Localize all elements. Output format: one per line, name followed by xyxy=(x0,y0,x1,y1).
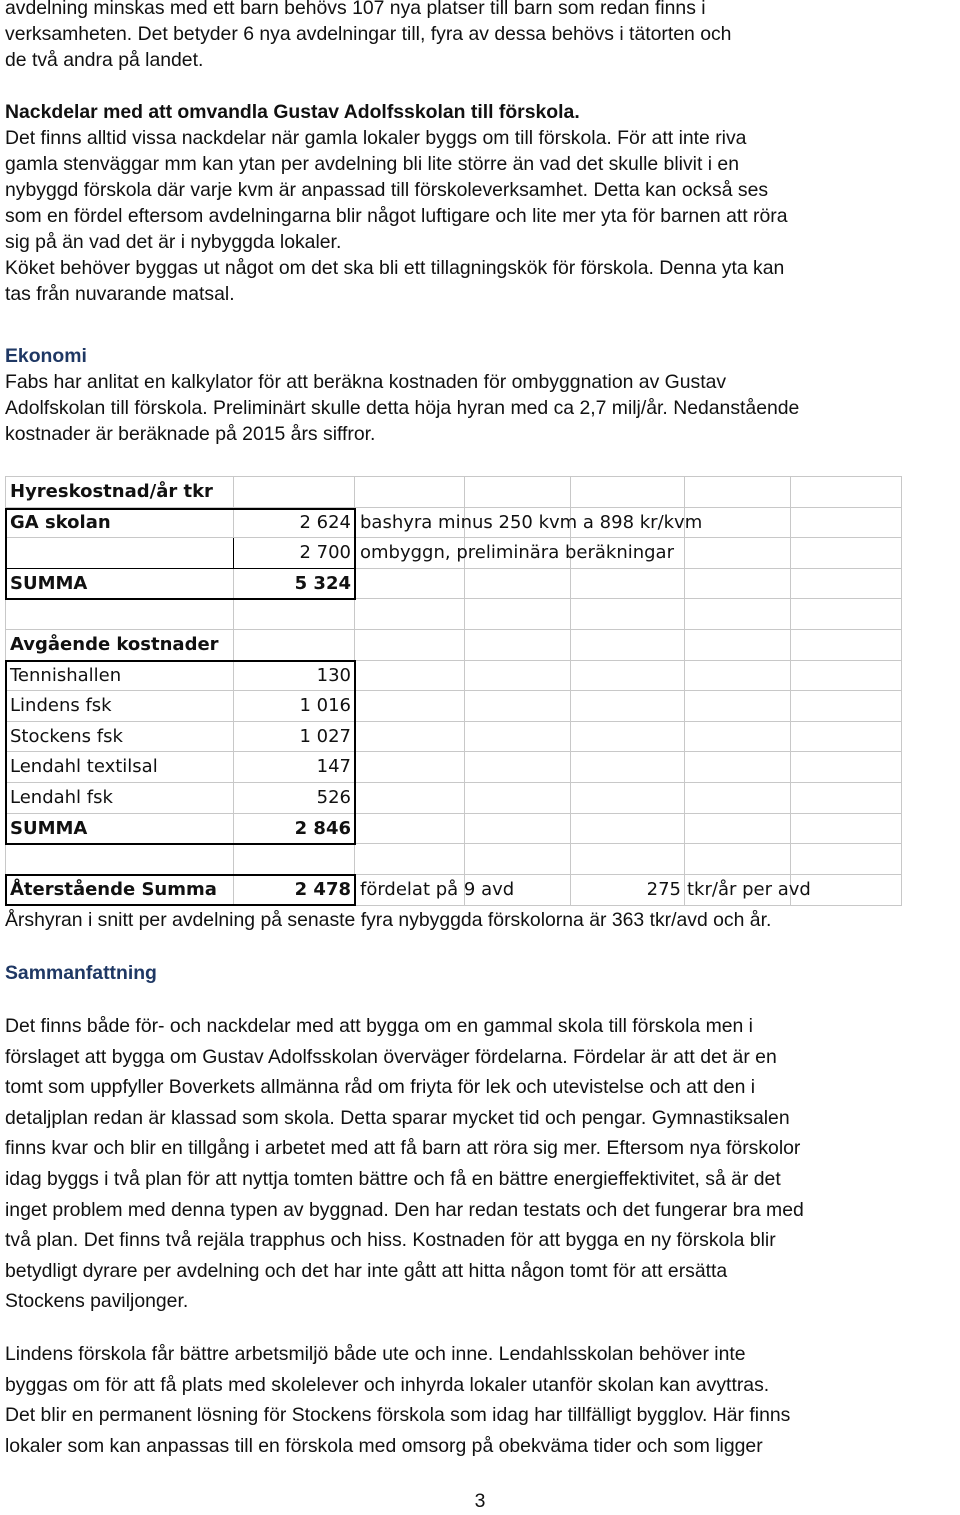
nackdelar-section xyxy=(5,99,955,307)
section-heading: Sammanfattning xyxy=(5,962,157,984)
text-line: Adolfskolan till förskola. Preliminärt skulle detta höja hyran med ca 2,7 milj/år. Nedanstående xyxy=(5,397,800,419)
section-heading: Ekonomi xyxy=(5,345,87,367)
table-row-label: Lendahl fsk xyxy=(10,787,113,808)
intro-paragraph xyxy=(5,0,955,73)
sammanfattning-heading-block xyxy=(5,958,955,989)
text-line: de två andra på landet. xyxy=(5,49,204,71)
per-avd-value: 275 xyxy=(646,879,681,900)
avgaende-heading: Avgående kostnader xyxy=(10,634,219,655)
text-line: sig på än vad det är i nybyggda lokaler. xyxy=(5,231,342,253)
text-line: avdelning minskas med ett barn behövs 107 nya platser till barn som redan finns i xyxy=(5,0,706,19)
text-line: Det blir en permanent lösning för Stockens förskola som idag har tillfälligt bygglov. Här finns xyxy=(5,1404,791,1427)
text-line: Fabs har anlitat en kalkylator för att beräkna kostnaden för ombyggnation av Gustav xyxy=(5,371,727,393)
text-line: Köket behöver byggas ut något om det ska bli ett tillagningskök för förskola. Denna yta kan xyxy=(5,257,785,279)
text-line: Det finns alltid vissa nackdelar när gamla lokaler byggs om till förskola. För att inte riva xyxy=(5,127,747,149)
table-row-value: 526 xyxy=(316,787,351,808)
sammanfattning-paragraph-2 xyxy=(5,1339,955,1461)
text-line: som en fördel eftersom avdelningarna blir något luftigare och lite mer yta för barnen att röra xyxy=(5,205,788,227)
text-line: Årshyran i snitt per avdelning på senaste fyra nybyggda förskolorna är 363 tkr/avd och år. xyxy=(5,909,772,931)
text-line: finns kvar och blir en tillgång i arbetet med att få barn att röra sig mer. Eftersom nya förskolor xyxy=(5,1137,801,1160)
summa-label: SUMMA xyxy=(10,573,88,594)
table-row-value: 1 016 xyxy=(299,695,351,716)
table-row-label: Lendahl textilsal xyxy=(10,756,158,777)
text-line: nybyggd förskola där varje kvm är anpassad till förskoleverksamhet. Detta kan också ses xyxy=(5,179,769,201)
ekonomi-section xyxy=(5,343,955,447)
text-line: detaljplan redan är klassad som skola. Detta sparar mycket tid och pengar. Gymnastiksalen xyxy=(5,1106,790,1129)
ga-skolan-note: bashyra minus 250 kvm a 898 kr/kvm xyxy=(360,512,703,533)
ombyggn-note: ombyggn, preliminära beräkningar xyxy=(360,542,674,563)
text-line: Lindens förskola får bättre arbetsmiljö både ute och inne. Lendahlsskolan behöver inte xyxy=(5,1343,746,1365)
table-title: Hyreskostnad/år tkr xyxy=(10,481,213,502)
aterstaende-value: 2 478 xyxy=(294,879,351,900)
sammanfattning-paragraph-1 xyxy=(5,1011,955,1317)
text-line: kostnader är beräknade på 2015 års siffror. xyxy=(5,423,376,445)
table-row-value: 1 027 xyxy=(299,726,351,747)
text-line: inget problem med denna typen av byggnad. Den har redan testats och det fungerar bra med xyxy=(5,1198,804,1221)
per-avd-note: tkr/år per avd xyxy=(687,879,811,900)
ga-skolan-value: 2 624 xyxy=(299,512,351,533)
section-heading: Nackdelar med att omvandla Gustav Adolfsskolan till förskola. xyxy=(5,101,580,123)
summa-value: 2 846 xyxy=(294,818,351,839)
ga-skolan-label: GA skolan xyxy=(10,512,111,533)
text-line: Stockens paviljonger. xyxy=(5,1290,189,1313)
text-line: tas från nuvarande matsal. xyxy=(5,283,235,305)
text-line: gamla stenväggar mm kan ytan per avdelning bli lite större än vad det skulle blivit i en xyxy=(5,153,739,175)
page-number: 3 xyxy=(474,1490,486,1512)
table-row-label: Stockens fsk xyxy=(10,726,123,747)
aterstaende-label: Återstående Summa xyxy=(10,879,217,900)
text-line: förslaget att bygga om Gustav Adolfsskolan överväger fördelarna. Fördelar är att det är en xyxy=(5,1045,777,1068)
cost-table xyxy=(5,476,903,906)
table-row-label: Tennishallen xyxy=(10,665,122,686)
ombyggn-value: 2 700 xyxy=(299,542,351,563)
text-line: idag byggs i två plan för att nyttja tomten bättre och få en bättre energieffektivitet, så är det xyxy=(5,1167,781,1190)
arshyra-line xyxy=(5,907,955,933)
text-line: lokaler som kan anpassas till en förskola med omsorg på obekväma tider och som ligger xyxy=(5,1434,763,1457)
text-line: Det finns både för- och nackdelar med att bygga om en gammal skola till förskola men i xyxy=(5,1015,753,1037)
text-line: två plan. Det finns två rejäla trapphus och hiss. Kostnaden för att bygga en ny förskola blir xyxy=(5,1229,776,1252)
aterstaende-note: fördelat på 9 avd xyxy=(360,879,515,900)
summa-label: SUMMA xyxy=(10,818,88,839)
table-row-value: 147 xyxy=(316,756,351,777)
text-line: tomt som uppfyller Boverkets allmänna råd om friyta för lek och utevistelse och att den i xyxy=(5,1076,756,1099)
text-line: betydligt dyrare per avdelning och det har inte gått att hitta någon tomt för att ersätta xyxy=(5,1259,728,1282)
table-row-value: 130 xyxy=(316,665,351,686)
table-row-label: Lindens fsk xyxy=(10,695,112,716)
text-line: byggas om för att få plats med skolelever och inhyrda lokaler utanför skolan kan avyttras. xyxy=(5,1373,770,1396)
text-line: verksamheten. Det betyder 6 nya avdelningar till, fyra av dessa behövs i tätorten och xyxy=(5,23,732,45)
summa-value: 5 324 xyxy=(294,573,351,594)
